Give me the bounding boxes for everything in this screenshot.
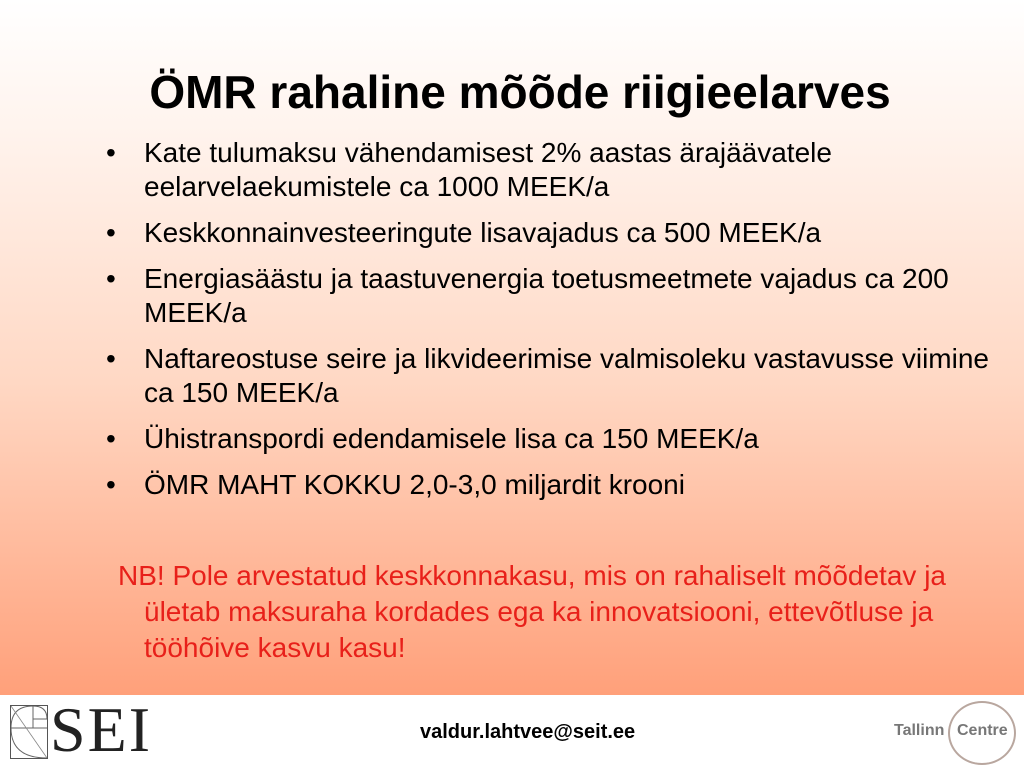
bullet-item [106,262,1006,330]
bullet-text: Kate tulumaksu vähendamisest 2% aastas ärajäävatele eelarvelaekumistele ca 1000 MEEK/a [144,137,832,202]
bullet-item [106,342,1006,410]
bullet-list [106,136,1006,514]
sei-logo [10,694,160,765]
note-text: NB! Pole arvestatud keskkonnakasu, mis on rahaliselt mõõdetav ja ületab maksuraha kordades ega ka innovatsiooni, ettevõtluse ja tööhõive kasvu kasu! [118,560,946,663]
sei-logo-text: SEI [50,694,152,765]
footer [0,695,1024,768]
bullet-text: Naftareostuse seire ja likvideerimise valmisoleku vastavusse viimine ca 150 MEEK/a [144,343,989,408]
bullet-text: ÖMR MAHT KOKKU 2,0-3,0 miljardit krooni [144,469,685,500]
bullet-dot: • [106,217,116,248]
contact-email: valdur.lahtvee@seit.ee [420,721,636,743]
centre-logo-text: Centre [957,722,1008,739]
bullet-text: Keskkonnainvesteeringute lisavajadus ca 500 MEEK/a [144,217,822,248]
bullet-dot: • [106,137,116,168]
bullet-text: Energiasäästu ja taastuvenergia toetusmeetmete vajadus ca 200 MEEK/a [144,263,949,328]
bullet-dot: • [106,263,116,294]
bullet-item [106,216,1006,250]
bullet-dot: • [106,469,116,500]
bullet-dot: • [106,423,116,454]
bullet-item [106,136,1006,204]
bullet-dot: • [106,343,116,374]
bullet-text: Ühistranspordi edendamisele lisa ca 150 MEEK/a [144,423,759,454]
golden-ratio-icon [10,705,48,759]
slide-title: ÖMR rahaline mõõde riigieelarves [149,66,891,118]
tallinn-logo-text: Tallinn [894,722,945,739]
bullet-item [106,422,1006,456]
bullet-item [106,468,1006,502]
